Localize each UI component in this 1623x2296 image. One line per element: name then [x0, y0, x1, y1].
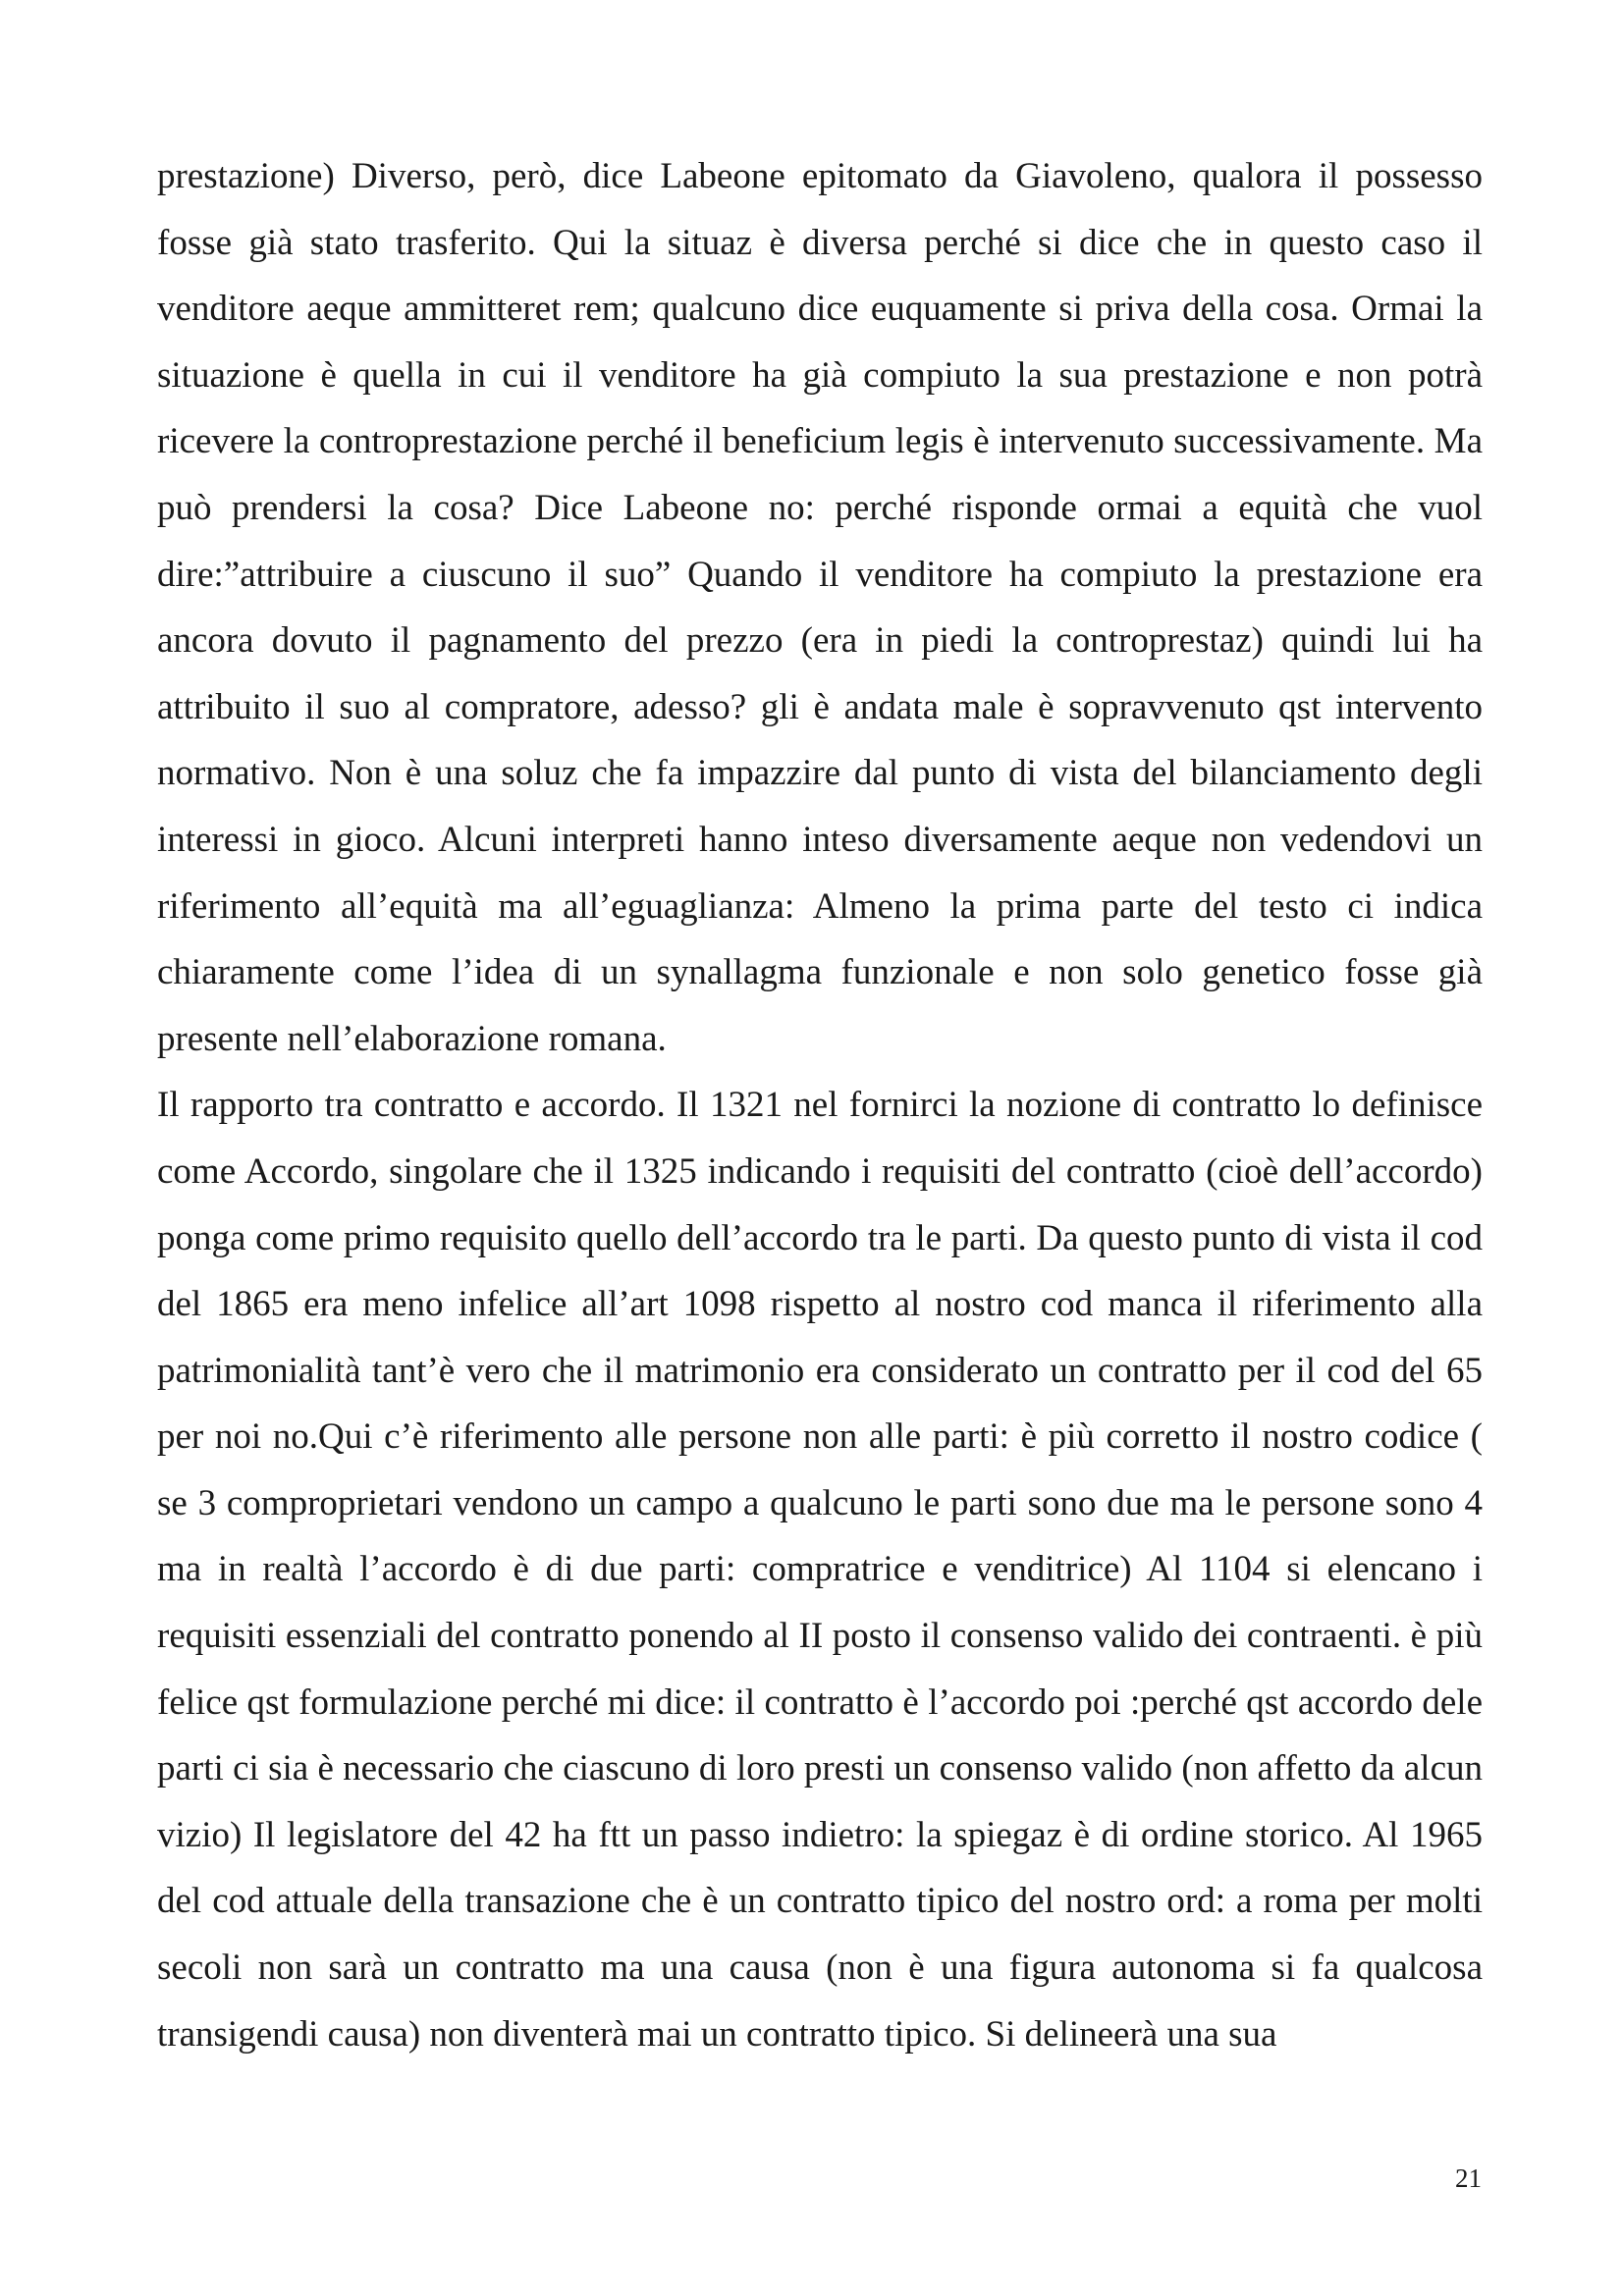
paragraph-2: Il rapporto tra contratto e accordo. Il 1321 nel fornirci la nozione di contratto lo definisce come Accordo, singolare che il 1325 indicando i requisiti del contratto (cioè dell’accordo) ponga come primo requisito quello dell’accordo tra le parti. Da questo punto di vista il cod del 1865 era meno infelice all’art 1098 rispetto al nostro cod manca il riferimento alla patrimonialità tant’è vero che il matrimonio era considerato un contratto per il cod del 65 per noi no.Qui c’è riferimento alle persone non alle parti: è più corretto il nostro codice ( se 3 comproprietari vendono un campo a qualcuno le parti sono due ma le persone sono 4 ma in realtà l’accordo è di due parti: compratrice e venditrice) Al 1104 si elencano i requisiti essenziali del contratto ponendo al II posto il consenso valido dei contraenti. è più felice qst formulazione perché mi dice: il contratto è l’accordo poi :perché qst accordo dele parti ci sia è necessario che ciascuno di loro presti un consenso valido (non affetto da alcun vizio) Il legislatore del 42 ha ftt un passo indietro: la spiegaz è di ordine storico. Al 1965 del cod attuale della transazione che è un contratto tipico del nostro ord: a roma per molti secoli non sarà un contratto ma una causa (non è una figura autonoma si fa qualcosa transigendi causa) non diventerà mai un contratto tipico. Si delineerà una sua — [157, 1085, 1483, 2055]
body-text — [157, 143, 1483, 2067]
page-number: 21 — [1455, 2163, 1482, 2193]
paragraph-1: prestazione) Diverso, però, dice Labeone epitomato da Giavoleno, qualora il possesso fosse già stato trasferito. Qui la situaz è diversa perché si dice che in questo caso il venditore aeque ammitteret rem; qualcuno dice euquamente si priva della cosa. Ormai la situazione è quella in cui il venditore ha già compiuto la sua prestazione e non potrà ricevere la controprestazione perché il beneficium legis è intervenuto successivamente. Ma può prendersi la cosa? Dice Labeone no: perché risponde ormai a equità che vuol dire:”attribuire a ciuscuno il suo” Quando il venditore ha compiuto la prestazione era ancora dovuto il pagnamento del prezzo (era in piedi la controprestaz) quindi lui ha attribuito il suo al compratore, adesso? gli è andata male è sopravvenuto qst intervento normativo. Non è una soluz che fa impazzire dal punto di vista del bilanciamento degli interessi in gioco. Alcuni interpreti hanno inteso diversamente aeque non vedendovi un riferimento all’equità ma all’eguaglianza: Almeno la prima parte del testo ci indica chiaramente come l’idea di un synallagma funzionale e non solo genetico fosse già presente nell’elaborazione romana. — [157, 156, 1483, 1059]
